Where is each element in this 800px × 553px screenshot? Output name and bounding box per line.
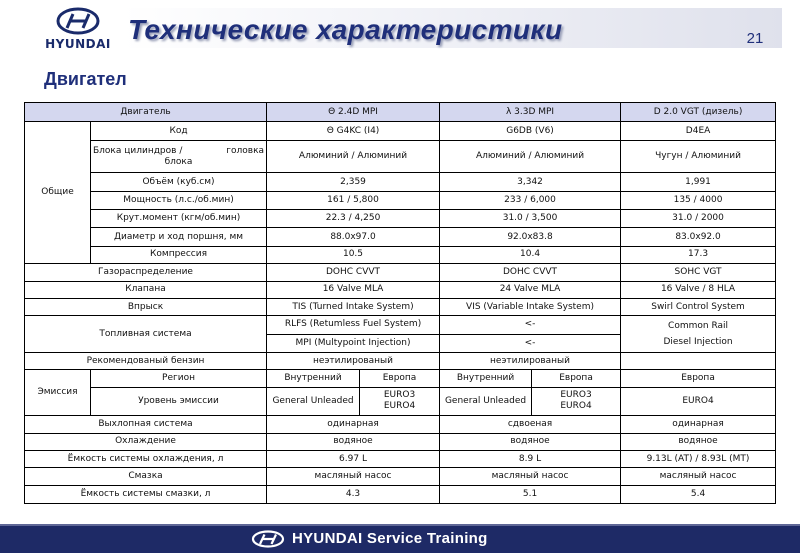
- logo-wordmark: HYUNDAI: [45, 37, 111, 51]
- table-row: [25, 352, 776, 369]
- cell: Европа: [621, 370, 776, 387]
- header-engine-1: Θ 2.4D MPI: [267, 103, 440, 122]
- cell: G6DB (V6): [440, 122, 621, 140]
- cell: неэтилированый: [267, 352, 440, 369]
- row-label-part: Блока цилиндров /: [93, 145, 183, 156]
- cell: Внутренний: [267, 370, 360, 387]
- table-row: [25, 281, 776, 298]
- cell: неэтилированый: [440, 352, 621, 369]
- table-row: [25, 140, 776, 173]
- cell-line: EURO4: [383, 401, 416, 412]
- row-label: Уровень эмиссии: [91, 387, 267, 416]
- cell: 6.97 L: [267, 450, 440, 467]
- table-row: [25, 298, 776, 315]
- cell: Чугун / Алюминий: [621, 140, 776, 173]
- cell: водяное: [621, 433, 776, 450]
- cell: Внутренний: [440, 370, 532, 387]
- cell: 17.3: [621, 246, 776, 263]
- cell: 9.13L (AT) / 8.93L (MT): [621, 450, 776, 467]
- row-label: Компрессия: [91, 246, 267, 263]
- slide-header: [0, 0, 800, 60]
- row-label: Регион: [91, 370, 267, 387]
- cell: 31.0 / 3,500: [440, 210, 621, 228]
- cell-line: EURO3: [383, 390, 416, 401]
- row-label-part: блока: [164, 156, 193, 167]
- emission-group-label: Эмиссия: [25, 370, 91, 416]
- cell: General Unleaded: [267, 387, 360, 416]
- cell: 135 / 4000: [621, 191, 776, 209]
- row-label: Ёмкость системы смазки, л: [25, 485, 267, 503]
- cell: 16 Valve / 8 HLA: [621, 281, 776, 298]
- cell: VIS (Variable Intake System): [440, 298, 621, 315]
- table-row: [25, 210, 776, 228]
- hyundai-emblem-icon: [40, 6, 116, 36]
- cell: 5.1: [440, 485, 621, 503]
- row-label: Охлаждение: [25, 433, 267, 450]
- cell: одинарная: [621, 416, 776, 433]
- table-row: [25, 387, 776, 416]
- cell: MPI (Multypoint Injection): [267, 334, 440, 352]
- cell: 8.9 L: [440, 450, 621, 467]
- cell: <-: [440, 334, 621, 352]
- row-label: Топливная система: [25, 316, 267, 353]
- cell: 161 / 5,800: [267, 191, 440, 209]
- cell: 83.0x92.0: [621, 228, 776, 246]
- cell: EURO4: [621, 387, 776, 416]
- page-title: Технические характеристики: [128, 14, 563, 45]
- table-row: [25, 370, 776, 387]
- cell: [360, 387, 440, 416]
- section-title: Двигател: [44, 69, 127, 89]
- cell-line: EURO4: [560, 401, 592, 412]
- cell: 1,991: [621, 173, 776, 191]
- row-label: Впрыск: [25, 298, 267, 315]
- row-label: Клапана: [25, 281, 267, 298]
- hyundai-logo: [40, 6, 116, 52]
- cell: 88.0x97.0: [267, 228, 440, 246]
- row-label: Объём (куб.см): [91, 173, 267, 191]
- cell: масляный насос: [621, 468, 776, 485]
- cell-line: Common Rail: [668, 320, 729, 331]
- cell: <-: [440, 316, 621, 334]
- table-header-row: [25, 103, 776, 122]
- header-engine-3: D 2.0 VGT (дизель): [621, 103, 776, 122]
- cell: Алюминий / Алюминий: [440, 140, 621, 173]
- cell: 16 Valve MLA: [267, 281, 440, 298]
- cell: 5.4: [621, 485, 776, 503]
- page-number: 21: [746, 30, 764, 47]
- general-group-label: Общие: [25, 122, 91, 264]
- cell: 31.0 / 2000: [621, 210, 776, 228]
- row-label: [91, 140, 267, 173]
- cell: Европа: [360, 370, 440, 387]
- cell: 24 Valve MLA: [440, 281, 621, 298]
- row-label-part: головка: [226, 145, 265, 156]
- table-row: [25, 316, 776, 334]
- cell: [621, 316, 776, 353]
- table-row: [25, 433, 776, 450]
- cell: Swirl Control System: [621, 298, 776, 315]
- header-engine-label: Двигатель: [25, 103, 267, 122]
- cell: водяное: [440, 433, 621, 450]
- cell: сдвоеная: [440, 416, 621, 433]
- row-label: Код: [91, 122, 267, 140]
- cell: водяное: [267, 433, 440, 450]
- cell: 92.0x83.8: [440, 228, 621, 246]
- table-row: [25, 468, 776, 485]
- cell: [621, 352, 776, 369]
- table-row: [25, 416, 776, 433]
- cell: [532, 387, 621, 416]
- cell-line: EURO3: [560, 390, 592, 401]
- cell: 22.3 / 4,250: [267, 210, 440, 228]
- spec-table: [24, 102, 776, 504]
- table-row: [25, 191, 776, 209]
- table-row: [25, 246, 776, 263]
- row-label: Рекомендованый бензин: [25, 352, 267, 369]
- table-row: [25, 228, 776, 246]
- cell: масляный насос: [267, 468, 440, 485]
- cell: Европа: [532, 370, 621, 387]
- row-label: Выхлопная система: [25, 416, 267, 433]
- table-row: [25, 264, 776, 281]
- table-row: [25, 173, 776, 191]
- cell: 10.4: [440, 246, 621, 263]
- row-label: Диаметр и ход поршня, мм: [91, 228, 267, 246]
- footer-text: HYUNDAI Service Training: [292, 530, 488, 547]
- cell: DOHC CVVT: [267, 264, 440, 281]
- cell: TIS (Turned Intake System): [267, 298, 440, 315]
- row-label: Мощность (л.с./об.мин): [91, 191, 267, 209]
- cell: масляный насос: [440, 468, 621, 485]
- cell: 2,359: [267, 173, 440, 191]
- row-label: Газораспределение: [25, 264, 267, 281]
- row-label: Крут.момент (кгм/об.мин): [91, 210, 267, 228]
- cell: DOHC CVVT: [440, 264, 621, 281]
- cell: Алюминий / Алюминий: [267, 140, 440, 173]
- cell: RLFS (Retumless Fuel System): [267, 316, 440, 334]
- cell: 4.3: [267, 485, 440, 503]
- cell: 3,342: [440, 173, 621, 191]
- table-row: [25, 122, 776, 140]
- footer-hyundai-icon: [250, 530, 286, 548]
- header-engine-2: λ 3.3D MPI: [440, 103, 621, 122]
- cell: 10.5: [267, 246, 440, 263]
- row-label: Ёмкость системы охлаждения, л: [25, 450, 267, 467]
- cell: SOHC VGT: [621, 264, 776, 281]
- cell: Θ G4KC (I4): [267, 122, 440, 140]
- cell: одинарная: [267, 416, 440, 433]
- table-row: [25, 485, 776, 503]
- cell: General Unleaded: [440, 387, 532, 416]
- cell: 233 / 6,000: [440, 191, 621, 209]
- cell-line: Diesel Injection: [663, 336, 733, 347]
- row-label: Смазка: [25, 468, 267, 485]
- cell: D4EA: [621, 122, 776, 140]
- table-row: [25, 450, 776, 467]
